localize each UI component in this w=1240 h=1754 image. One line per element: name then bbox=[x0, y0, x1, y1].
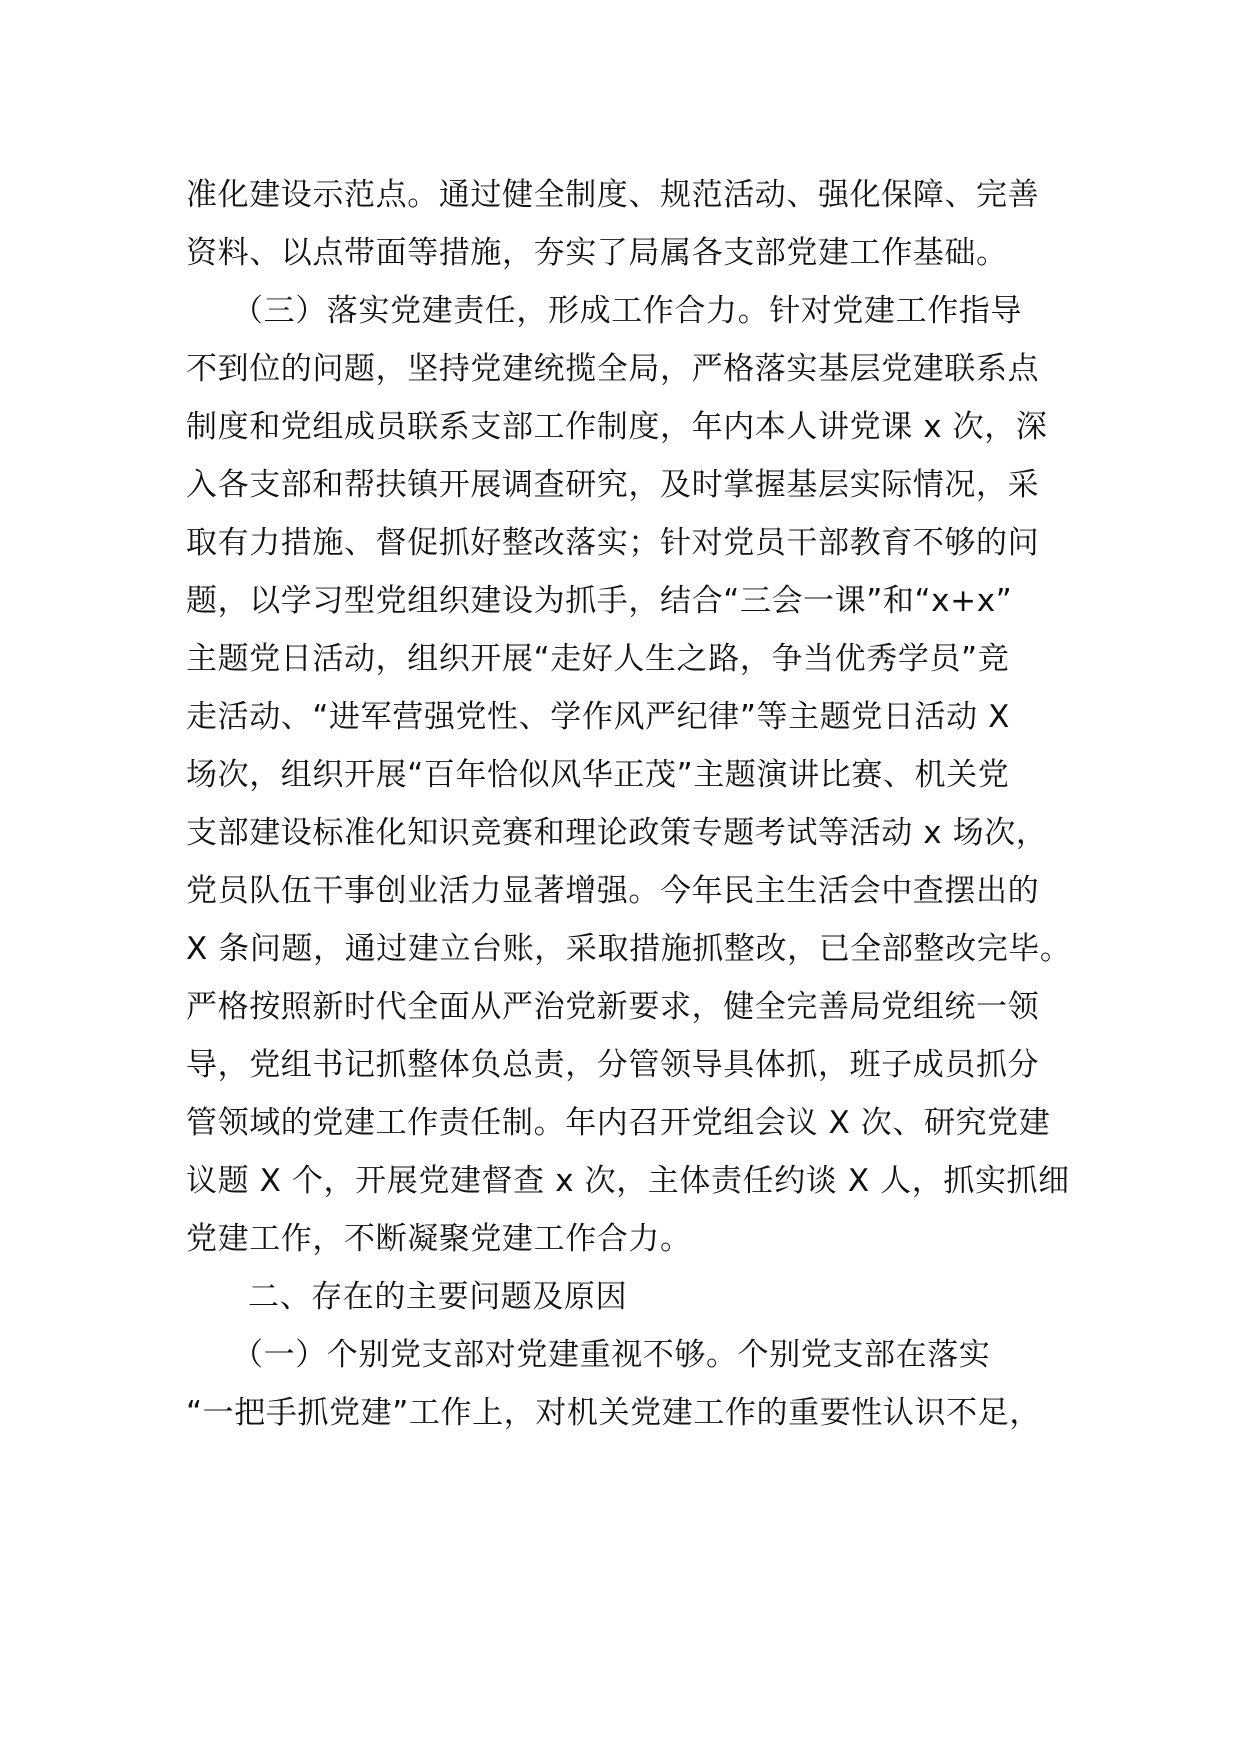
body-text-line: “一把手抓党建”工作上，对机关党建工作的重要性认识不足， bbox=[186, 1395, 1041, 1431]
body-text-line: 准化建设示范点。通过健全制度、规范活动、强化保障、完善 bbox=[186, 177, 1040, 213]
body-text-line: 题，以学习型党组织建设为抓手，结合“三会一课”和“x+x” bbox=[186, 583, 1013, 619]
section-heading-line: 二、存在的主要问题及原因 bbox=[248, 1279, 628, 1315]
body-text-line: 资料、以点带面等措施，夯实了局属各支部党建工作基础。 bbox=[186, 235, 1008, 271]
body-text-line: 场次，组织开展“百年恰似风华正茂”主题演讲比赛、机关党 bbox=[186, 757, 1010, 793]
body-text-line: 党建工作，不断凝聚党建工作合力。 bbox=[186, 1221, 692, 1257]
body-text-line: 党员队伍干事创业活力显著增强。今年民主生活会中查摆出的 bbox=[186, 873, 1040, 909]
body-text-line: 走活动、“进军营强党性、学作风严纪律”等主题党日活动 X bbox=[186, 699, 1011, 735]
body-text-line: 主题党日活动，组织开展“走好人生之路，争当优秀学员”竞 bbox=[186, 641, 1010, 677]
body-text-line: 不到位的问题，坚持党建统揽全局，严格落实基层党建联系点 bbox=[186, 351, 1040, 387]
body-text-line: 议题 X 个，开展党建督查 x 次，主体责任约谈 X 人，抓实抓细 bbox=[186, 1163, 1070, 1199]
body-text-line: X 条问题，通过建立台账，采取措施抓整改，已全部整改完毕。 bbox=[186, 931, 1072, 967]
body-text-line: 管领域的党建工作责任制。年内召开党组会议 X 次、研究党建 bbox=[186, 1105, 1051, 1141]
body-text-line: 入各支部和帮扶镇开展调查研究，及时掌握基层实际情况，采 bbox=[186, 467, 1040, 503]
body-text-line: 支部建设标准化知识竞赛和理论政策专题考试等活动 x 场次， bbox=[186, 815, 1048, 851]
body-text-line: 取有力措施、督促抓好整改落实；针对党员干部教育不够的问 bbox=[186, 525, 1040, 561]
section-heading-line: （三）落实党建责任，形成工作合力。针对党建工作指导 bbox=[232, 293, 1022, 329]
body-text-line: 导，党组书记抓整体负总责，分管领导具体抓，班子成员抓分 bbox=[186, 1047, 1040, 1083]
section-heading-line: （一）个别党支部对党建重视不够。个别党支部在落实 bbox=[232, 1337, 991, 1373]
body-text-line: 严格按照新时代全面从严治党新要求，健全完善局党组统一领 bbox=[186, 989, 1040, 1025]
body-text-line: 制度和党组成员联系支部工作制度，年内本人讲党课 x 次，深 bbox=[186, 409, 1048, 445]
